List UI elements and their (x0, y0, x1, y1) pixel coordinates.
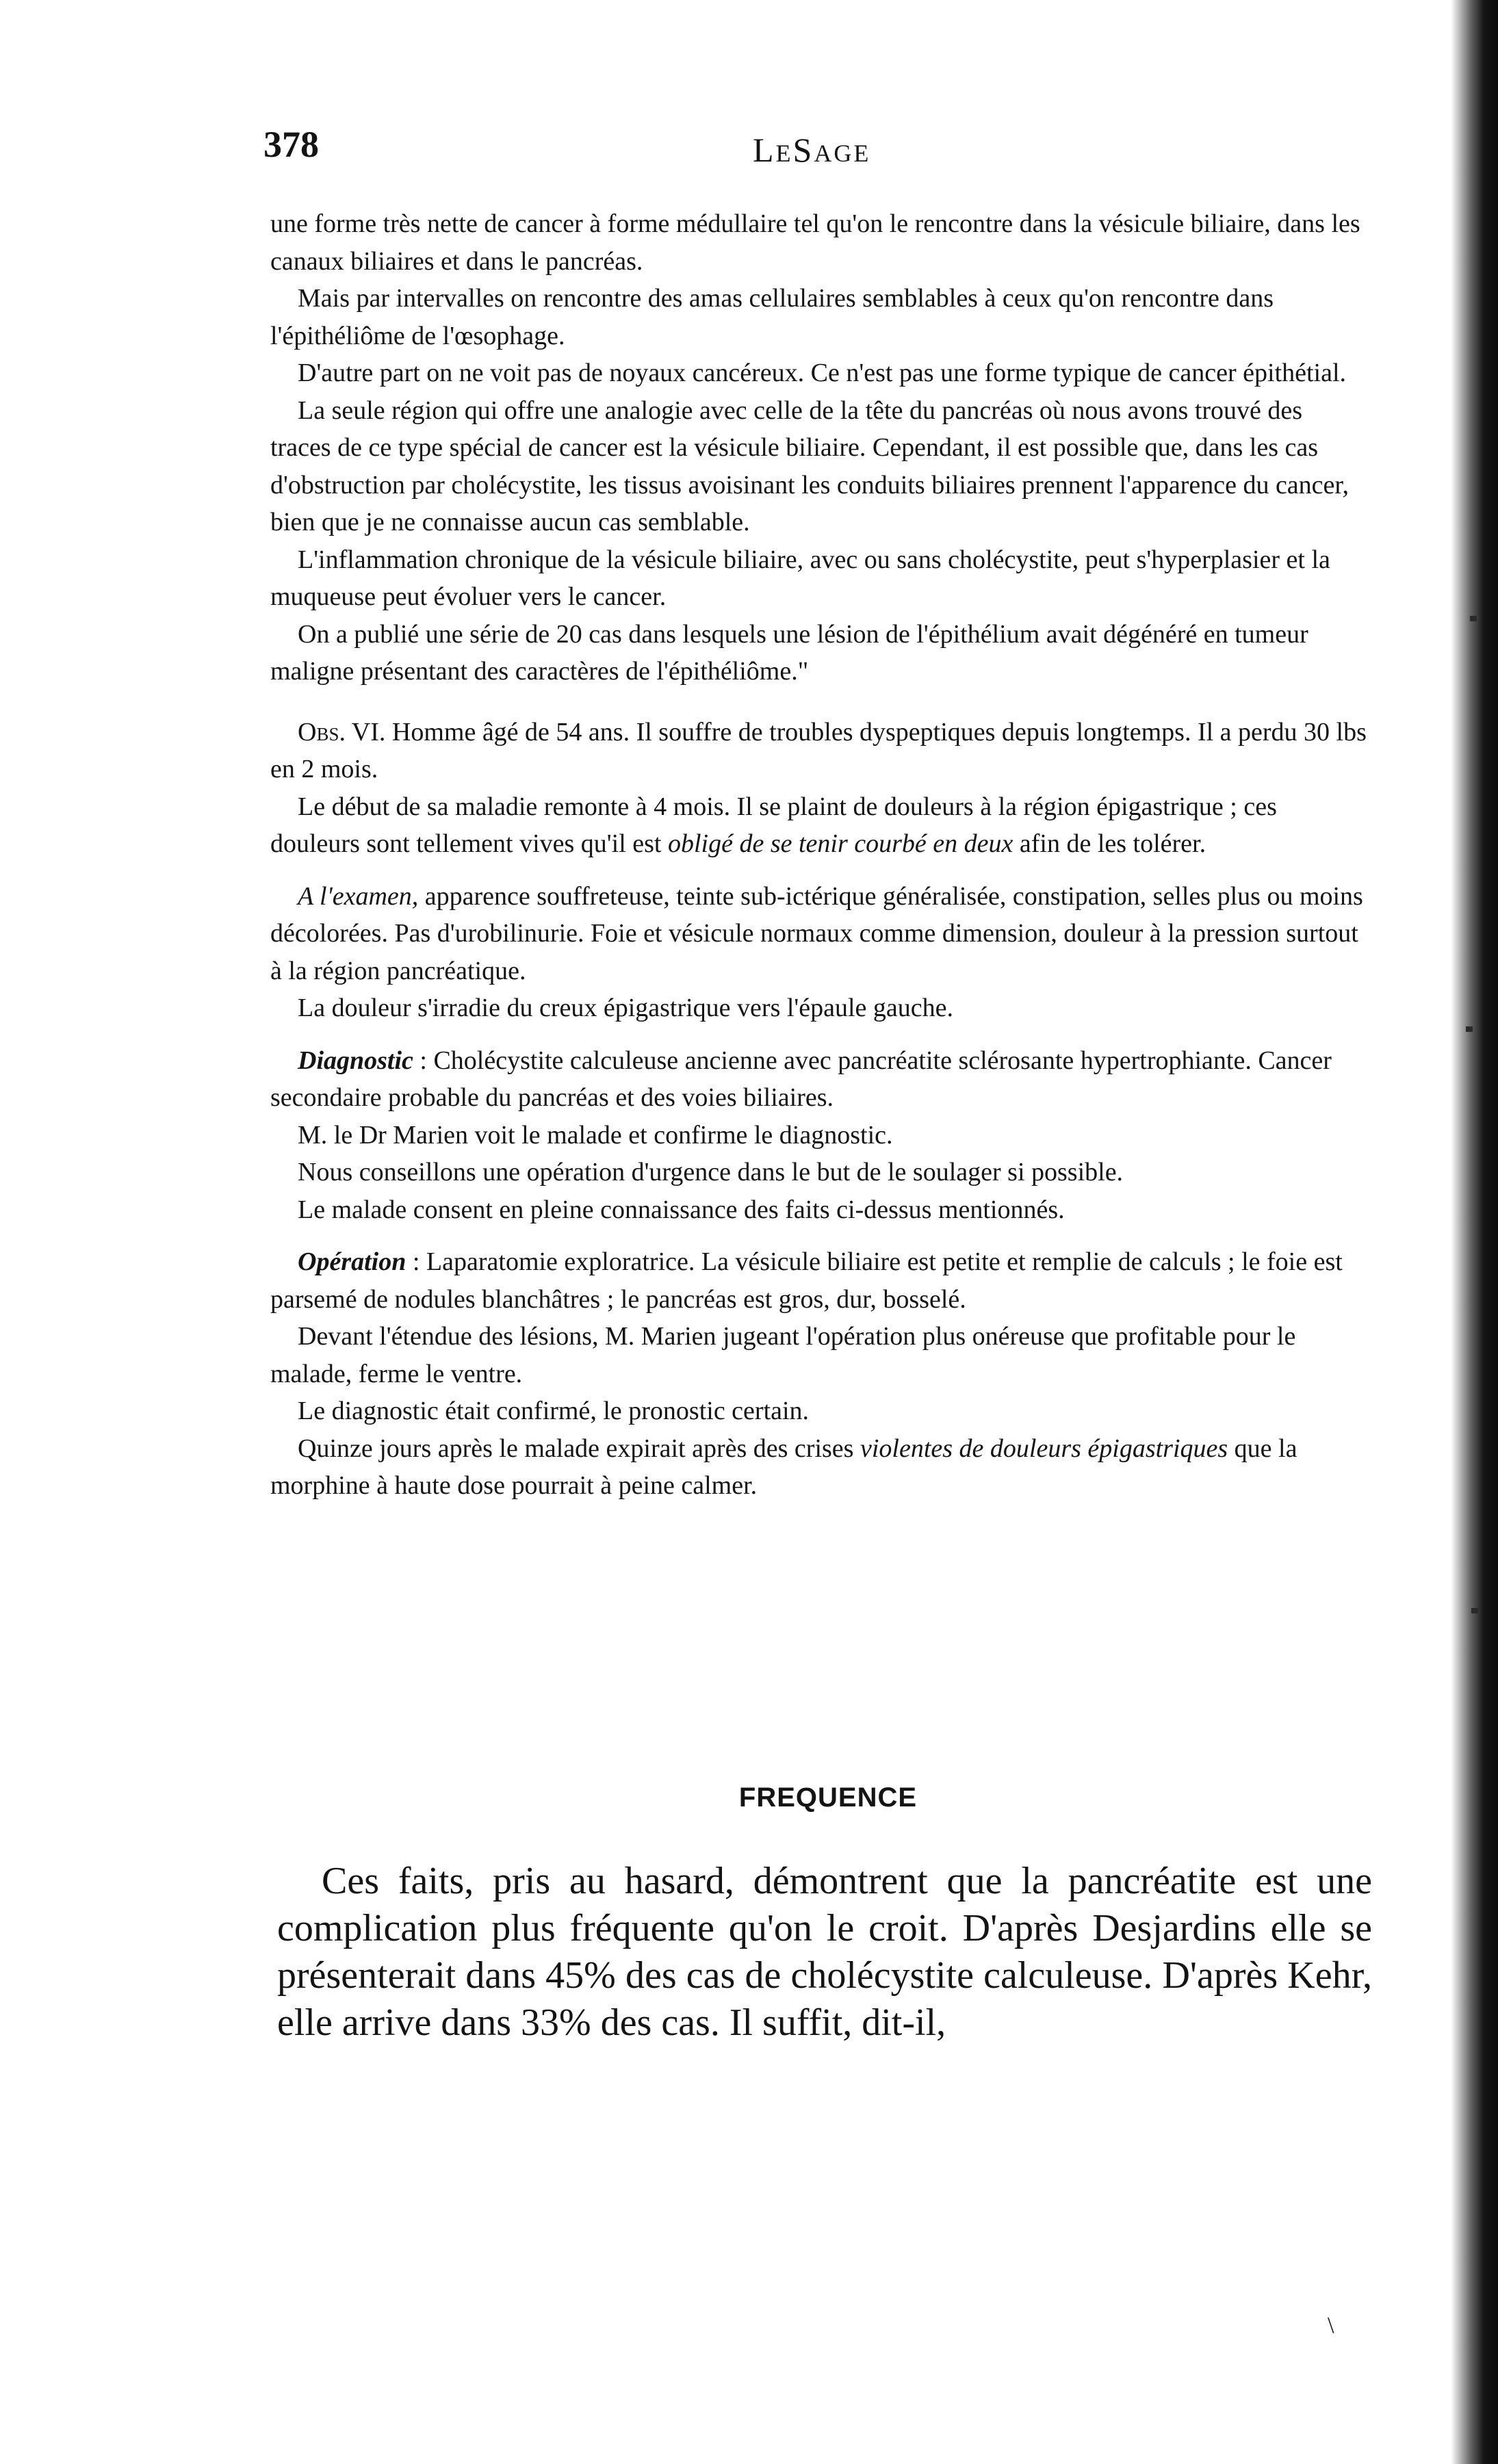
observation-text: Homme âgé de 54 ans. Il souffre de troubles dyspeptiques depuis longtemps. Il a perdu 30 lbs en 2 mois. (270, 717, 1367, 783)
operation-label: Opération (298, 1247, 406, 1276)
paragraph: On a publié une série de 20 cas dans lesquels une lésion de l'épithélium avait dégénéré en tumeur maligne présentant des caractères de l'épithéliôme." (270, 619, 1308, 686)
running-head-small-e: E (775, 140, 793, 167)
paragraph: Devant l'étendue des lésions, M. Marien jugeant l'opération plus onéreuse que profitable pour le malade, ferme le ventre. (270, 1322, 1296, 1388)
section-body (277, 1858, 1372, 2047)
diagnosis-label: Diagnostic (298, 1046, 413, 1075)
paragraph (270, 788, 1369, 863)
running-head (753, 130, 870, 170)
page-number: 378 (263, 124, 319, 165)
running-head-s: S (792, 131, 814, 169)
diagnosis-paragraph (270, 1042, 1369, 1117)
paragraph: La douleur s'irradie du creux épigastrique vers l'épaule gauche. (298, 994, 954, 1022)
paragraph: M. le Dr Marien voit le malade et confirme le diagnostic. (298, 1120, 893, 1150)
paragraph: D'autre part on ne voit pas de noyaux cancéreux. Ce n'est pas une forme typique de cancer épithétial. (298, 359, 1347, 387)
margin-mark: \ (1328, 2313, 1334, 2338)
observation-label: Obs. VI. (298, 717, 386, 747)
operation-paragraph (270, 1243, 1369, 1318)
case-report-block (270, 205, 1369, 1505)
paragraph (270, 1430, 1369, 1505)
section-paragraph: Ces faits, pris au hasard, démontrent que la pancréatite est une complication plus fréquente qu'on le croit. D'après Desjardins elle se présenterait dans 45% des cas de cholécystite calculeuse. D'après Kehr, elle arrive dans 33% des cas. Il suffit, dit-il, (277, 1860, 1372, 2044)
exam-text: apparence souffreteuse, teinte sub-ictérique généralisée, constipation, selles plus ou moins décolorées. Pas d'urobilinurie. Foie et vésicule normaux comme dimension, douleur à la pression surtout à la région pancréatique. (270, 881, 1363, 985)
emphasis-text: obligé de se tenir courbé en deux (667, 829, 1013, 858)
paragraph: Nous conseillons une opération d'urgence dans le but de le soulager si possible. (298, 1158, 1124, 1186)
running-head-rest: AGE (814, 140, 871, 167)
edge-speck (1471, 1608, 1478, 1613)
paragraph-text: Quinze jours après le malade expirait après des crises (298, 1434, 860, 1463)
page-header (0, 123, 1437, 178)
scanned-page-edge (1451, 0, 1498, 2464)
paragraph: L'inflammation chronique de la vésicule biliaire, avec ou sans cholécystite, peut s'hyperplasier et la muqueuse peut évoluer vers le cancer. (270, 545, 1330, 611)
paragraph: Le malade consent en pleine connaissance des faits ci-dessus mentionnés. (298, 1195, 1065, 1224)
paragraph: Mais par intervalles on rencontre des amas cellulaires semblables à ceux qu'on rencontre dans l'épithéliôme de l'œsophage. (270, 284, 1274, 350)
section-heading: FREQUENCE (738, 1782, 918, 1813)
emphasis-text: violentes de douleurs épigastriques (860, 1434, 1228, 1463)
paragraph: La seule région qui offre une analogie avec celle de la tête du pancréas où nous avons trouvé des traces de ce type spécial de cancer est la vésicule biliaire. Cependant, il est possible que, dans les cas d'obstruction par cholécystite, les tissus avoisinant les conduits biliaires prennent l'apparence du cancer, bien que je ne connaisse aucun cas semblable. (270, 395, 1350, 536)
diagnosis-text: : Cholécystite calculeuse ancienne avec pancréatite sclérosante hypertrophiante. Cancer secondaire probable du pancréas et des voies biliaires. (270, 1046, 1332, 1112)
edge-speck (1470, 616, 1477, 621)
edge-speck (1466, 1026, 1473, 1032)
paragraph: une forme très nette de cancer à forme médullaire tel qu'on le rencontre dans la vésicule biliaire, dans les canaux biliaires et dans le pancréas. (270, 209, 1360, 276)
observation-paragraph (270, 714, 1369, 788)
paragraph: Le diagnostic était confirmé, le pronostic certain. (298, 1397, 810, 1425)
running-head-initial: L (753, 131, 776, 169)
exam-label: A l'examen, (298, 881, 419, 911)
paragraph-text: Le début de sa maladie remonte à 4 mois. Il se plaint de douleurs à la région épigastrique ; ces douleurs sont tellement vives qu'il est (270, 792, 1277, 858)
paragraph-text: que la morphine à haute dose pourrait à peine calmer. (270, 1434, 1297, 1500)
paragraph-text: afin de les tolérer. (1013, 829, 1206, 858)
operation-text: : Laparatomie exploratrice. La vésicule biliaire est petite et remplie de calculs ; le foie est parsemé de nodules blanchâtres ; le pancréas est gros, dur, bosselé. (270, 1247, 1343, 1314)
exam-paragraph (270, 878, 1369, 990)
